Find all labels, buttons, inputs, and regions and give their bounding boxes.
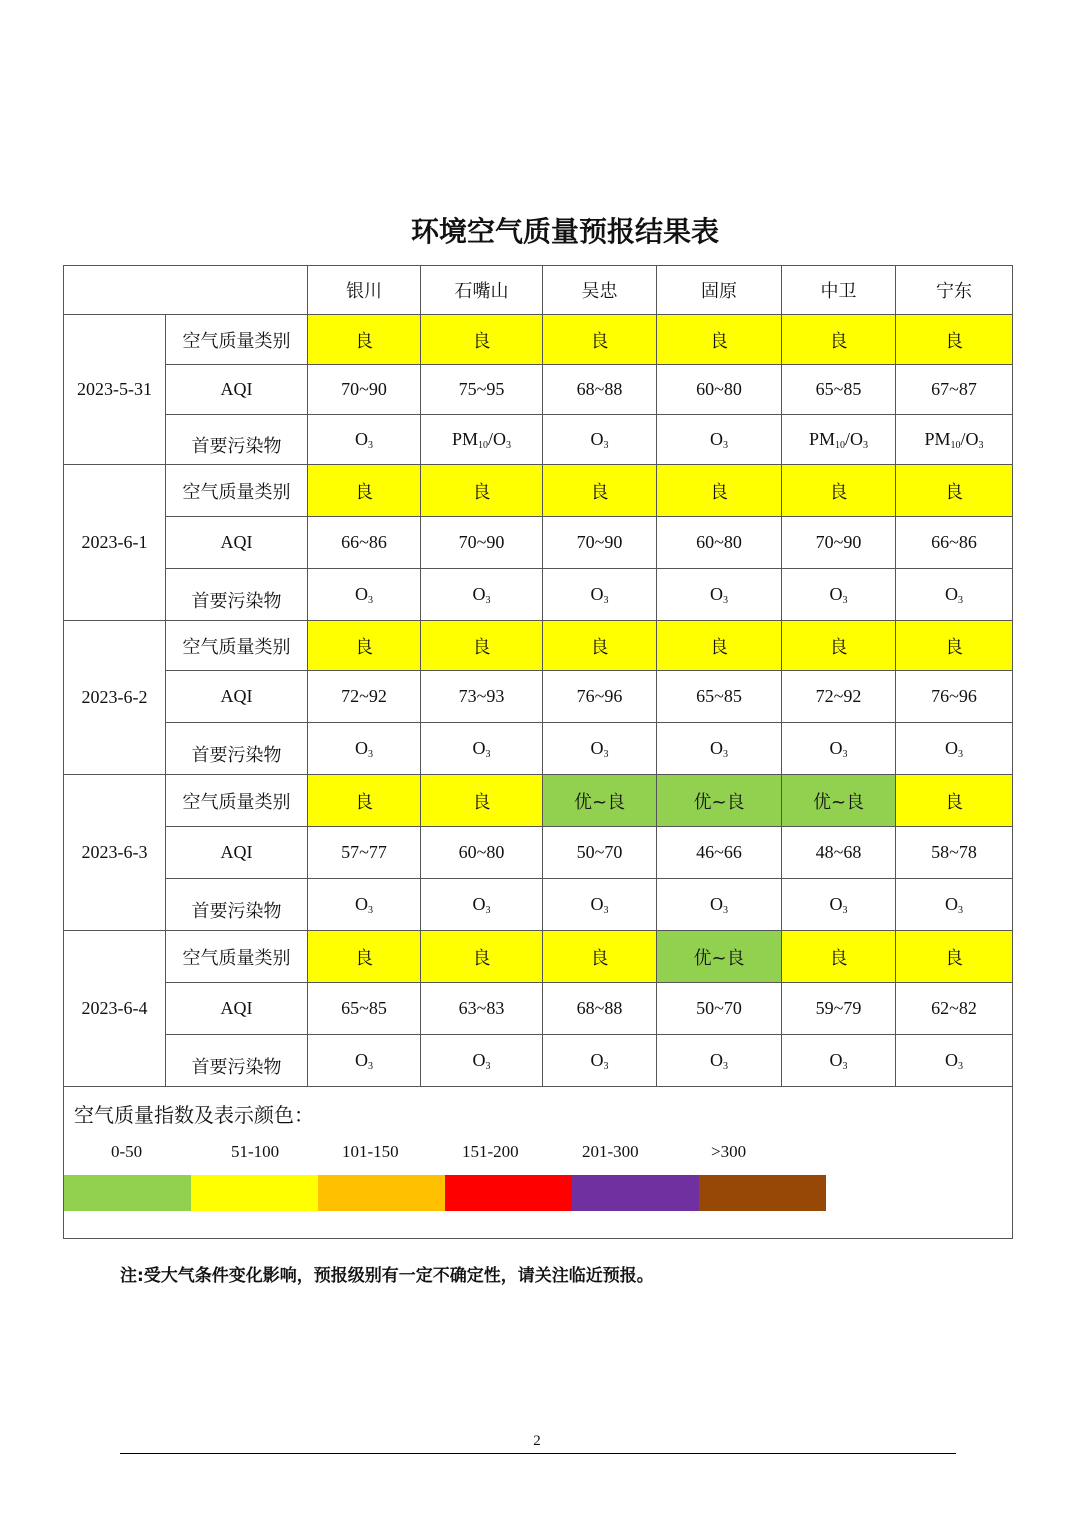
pollutant-subscript: 3: [958, 749, 963, 760]
pollutant-subscript: 3: [863, 440, 868, 451]
aqi-row: [64, 827, 1013, 879]
grade-cell: 良: [308, 315, 421, 365]
aqi-cell: 72~92: [782, 671, 896, 723]
pollutant-base: O: [829, 1050, 843, 1070]
aqi-cell: 70~90: [782, 517, 896, 569]
pollutant-subscript: 3: [368, 595, 373, 606]
aqi-cell: 65~85: [657, 671, 782, 723]
legend-color-swatch: [445, 1175, 572, 1211]
grade-cell: 良: [308, 621, 421, 671]
pollutant-cell: [421, 879, 543, 931]
legend-range-label: 151-200: [462, 1142, 519, 1161]
pollutant-cell: [421, 415, 543, 465]
pollutant-subscript: 3: [368, 1061, 373, 1072]
aqi-cell: 59~79: [782, 983, 896, 1035]
pollutant-cell: [543, 569, 657, 621]
aqi-cell: 73~93: [421, 671, 543, 723]
pollutant-subscript: 3: [723, 440, 728, 451]
legend-color-swatch: [191, 1175, 318, 1211]
aqi-cell: 50~70: [543, 827, 657, 879]
grade-cell: 良: [421, 775, 543, 827]
pollutant-subscript: 3: [603, 1061, 609, 1072]
aqi-cell: 70~90: [543, 517, 657, 569]
pollutant-tail: /O: [845, 429, 863, 449]
pollutant-cell: [308, 569, 421, 621]
forecast-table: [63, 265, 1013, 1239]
pollutant-cell: [896, 879, 1013, 931]
pollutant-base: O: [590, 894, 604, 914]
city-header: 中卫: [782, 266, 896, 315]
aqi-cell: 76~96: [543, 671, 657, 723]
pollutant-subscript: 3: [506, 440, 511, 451]
grade-cell: 良: [896, 315, 1013, 365]
pollutant-subscript: 3: [368, 749, 373, 760]
pollutant-subscript: 3: [958, 1061, 963, 1072]
pollutant-cell: [308, 723, 421, 775]
pollutant-base: O: [945, 894, 958, 914]
pollutant-subscript: 3: [485, 905, 491, 916]
row-label-aqi: AQI: [166, 983, 308, 1035]
aqi-row: [64, 517, 1013, 569]
aqi-cell: 66~86: [308, 517, 421, 569]
pollutant-subscript: 3: [603, 595, 609, 606]
grade-cell: 优~良: [782, 775, 896, 827]
grade-cell: 良: [308, 775, 421, 827]
city-header: 固原: [657, 266, 782, 315]
grade-row: [64, 931, 1013, 983]
grade-cell: 良: [543, 465, 657, 517]
grade-cell: 良: [421, 315, 543, 365]
aqi-cell: 66~86: [896, 517, 1013, 569]
legend-range-label: 0-50: [111, 1142, 143, 1161]
grade-cell: 良: [543, 931, 657, 983]
grade-cell: 良: [543, 315, 657, 365]
aqi-row: [64, 983, 1013, 1035]
grade-row: [64, 775, 1013, 827]
legend-range-label: 201-300: [582, 1142, 639, 1161]
pollutant-cell: [896, 1035, 1013, 1087]
grade-cell: 良: [543, 621, 657, 671]
legend-row: [64, 1087, 1013, 1239]
grade-cell: 良: [782, 931, 896, 983]
legend-range-label: 51-100: [231, 1142, 280, 1161]
pollutant-cell: [657, 723, 782, 775]
pollutant-base: PM: [451, 429, 478, 449]
pollutant-base: O: [590, 584, 604, 604]
pollutant-cell: [896, 415, 1013, 465]
aqi-cell: 60~80: [421, 827, 543, 879]
pollutant-base: O: [590, 429, 604, 449]
pollutant-row: [64, 723, 1013, 775]
pollutant-subscript: 3: [958, 905, 963, 916]
legend-range-label: >300: [711, 1142, 747, 1161]
pollutant-subscript: 3: [723, 595, 728, 606]
grade-row: [64, 315, 1013, 365]
pollutant-cell: [421, 1035, 543, 1087]
header-corner: [64, 266, 308, 315]
city-header: 银川: [308, 266, 421, 315]
grade-cell: 良: [657, 465, 782, 517]
pollutant-base: O: [710, 584, 723, 604]
row-label-aqi: AQI: [166, 365, 308, 415]
row-label-pollutant: 首要污染物: [166, 1035, 308, 1087]
pollutant-cell: [782, 415, 896, 465]
pollutant-cell: [308, 1035, 421, 1087]
pollutant-subscript: 3: [368, 440, 373, 451]
row-label-pollutant: 首要污染物: [166, 879, 308, 931]
aqi-row: [64, 365, 1013, 415]
row-label-pollutant: 首要污染物: [166, 723, 308, 775]
aqi-cell: 62~82: [896, 983, 1013, 1035]
pollutant-base: O: [472, 1050, 486, 1070]
aqi-color-legend: [64, 1087, 1013, 1239]
pollutant-base: PM: [924, 429, 951, 449]
grade-cell: 优~良: [543, 775, 657, 827]
row-label-grade: 空气质量类别: [166, 621, 308, 671]
pollutant-subscript: 3: [603, 749, 609, 760]
aqi-cell: 75~95: [421, 365, 543, 415]
legend-labels: [64, 1142, 884, 1166]
pollutant-subscript: 3: [958, 595, 963, 606]
aqi-cell: 68~88: [543, 365, 657, 415]
grade-cell: 良: [421, 465, 543, 517]
forecast-date: 2023-6-3: [64, 775, 166, 931]
footer-divider: [120, 1453, 956, 1454]
pollutant-base: O: [472, 894, 486, 914]
grade-cell: 良: [896, 775, 1013, 827]
grade-cell: 良: [896, 465, 1013, 517]
pollutant-cell: [782, 1035, 896, 1087]
aqi-cell: 70~90: [308, 365, 421, 415]
pollutant-cell: [308, 415, 421, 465]
pollutant-base: O: [945, 1050, 958, 1070]
pollutant-cell: [657, 415, 782, 465]
pollutant-cell: [421, 569, 543, 621]
pollutant-cell: [782, 723, 896, 775]
grade-cell: 良: [896, 931, 1013, 983]
city-header: 宁东: [896, 266, 1013, 315]
legend-color-swatch: [572, 1175, 699, 1211]
pollutant-subscript: 3: [842, 1061, 848, 1072]
row-label-grade: 空气质量类别: [166, 931, 308, 983]
row-label-grade: 空气质量类别: [166, 775, 308, 827]
pollutant-row: [64, 569, 1013, 621]
pollutant-subscript: 3: [723, 905, 728, 916]
pollutant-tail: /O: [960, 429, 979, 449]
pollutant-base: O: [355, 738, 368, 758]
legend-color-swatch: [699, 1175, 826, 1211]
pollutant-cell: [782, 879, 896, 931]
aqi-row: [64, 671, 1013, 723]
pollutant-base: O: [590, 738, 604, 758]
pollutant-subscript: 3: [485, 595, 491, 606]
pollutant-base: O: [710, 429, 723, 449]
pollutant-cell: [657, 879, 782, 931]
legend-color-bar: [64, 1175, 824, 1211]
pollutant-subscript: 3: [842, 595, 848, 606]
pollutant-subscript: 3: [368, 905, 373, 916]
pollutant-cell: [896, 569, 1013, 621]
grade-cell: 良: [421, 621, 543, 671]
pollutant-cell: [308, 879, 421, 931]
pollutant-cell: [543, 415, 657, 465]
row-label-grade: 空气质量类别: [166, 465, 308, 517]
aqi-cell: 67~87: [896, 365, 1013, 415]
pollutant-subscript: 10: [950, 440, 961, 451]
legend-color-swatch: [318, 1175, 445, 1211]
pollutant-subscript: 3: [603, 440, 609, 451]
legend-title: 空气质量指数及表示颜色：: [74, 1103, 314, 1127]
pollutant-base: O: [590, 1050, 604, 1070]
pollutant-base: O: [945, 584, 958, 604]
pollutant-base: O: [355, 584, 368, 604]
pollutant-base: O: [472, 738, 486, 758]
grade-cell: 良: [782, 315, 896, 365]
grade-cell: 优~良: [657, 775, 782, 827]
forecast-date: 2023-6-2: [64, 621, 166, 775]
pollutant-subscript: 3: [978, 440, 984, 451]
grade-cell: 优~良: [657, 931, 782, 983]
aqi-cell: 58~78: [896, 827, 1013, 879]
pollutant-subscript: 10: [835, 440, 845, 451]
pollutant-cell: [657, 569, 782, 621]
pollutant-subscript: 3: [723, 749, 728, 760]
row-label-grade: 空气质量类别: [166, 315, 308, 365]
grade-row: [64, 465, 1013, 517]
pollutant-base: O: [710, 894, 723, 914]
pollutant-base: O: [945, 738, 958, 758]
pollutant-cell: [543, 879, 657, 931]
pollutant-base: O: [355, 894, 368, 914]
pollutant-subscript: 3: [842, 749, 848, 760]
pollutant-subscript: 3: [723, 1061, 728, 1072]
pollutant-tail: /O: [488, 429, 506, 449]
pollutant-subscript: 10: [478, 440, 488, 451]
pollutant-cell: [896, 723, 1013, 775]
pollutant-cell: [421, 723, 543, 775]
forecast-date: 2023-6-1: [64, 465, 166, 621]
pollutant-base: O: [829, 738, 843, 758]
aqi-cell: 50~70: [657, 983, 782, 1035]
pollutant-base: O: [710, 1050, 723, 1070]
pollutant-base: O: [829, 894, 843, 914]
grade-cell: 良: [657, 315, 782, 365]
pollutant-base: O: [829, 584, 843, 604]
aqi-cell: 65~85: [782, 365, 896, 415]
aqi-cell: 63~83: [421, 983, 543, 1035]
aqi-cell: 68~88: [543, 983, 657, 1035]
pollutant-row: [64, 415, 1013, 465]
row-label-aqi: AQI: [166, 671, 308, 723]
grade-row: [64, 621, 1013, 671]
pollutant-subscript: 3: [485, 1061, 491, 1072]
grade-cell: 良: [896, 621, 1013, 671]
forecast-note: 注:受大气条件变化影响，预报级别有一定不确定性，请关注临近预报。: [120, 1266, 654, 1286]
forecast-date: 2023-5-31: [64, 315, 166, 465]
city-header: 吴忠: [543, 266, 657, 315]
row-label-aqi: AQI: [166, 827, 308, 879]
grade-cell: 良: [782, 621, 896, 671]
pollutant-cell: [782, 569, 896, 621]
row-label-pollutant: 首要污染物: [166, 415, 308, 465]
pollutant-row: [64, 1035, 1013, 1087]
legend-range-label: 101-150: [342, 1142, 399, 1161]
pollutant-base: O: [355, 429, 368, 449]
pollutant-subscript: 3: [842, 905, 848, 916]
page-number: 2: [533, 1433, 541, 1449]
pollutant-cell: [657, 1035, 782, 1087]
city-header: 石嘴山: [421, 266, 543, 315]
aqi-cell: 70~90: [421, 517, 543, 569]
pollutant-cell: [543, 723, 657, 775]
aqi-cell: 72~92: [308, 671, 421, 723]
pollutant-base: O: [710, 738, 723, 758]
page-title: 环境空气质量预报结果表: [410, 215, 719, 248]
row-label-pollutant: 首要污染物: [166, 569, 308, 621]
pollutant-subscript: 3: [485, 749, 491, 760]
grade-cell: 良: [782, 465, 896, 517]
aqi-cell: 76~96: [896, 671, 1013, 723]
aqi-cell: 57~77: [308, 827, 421, 879]
aqi-cell: 46~66: [657, 827, 782, 879]
grade-cell: 良: [308, 931, 421, 983]
pollutant-base: PM: [808, 429, 835, 449]
pollutant-base: O: [355, 1050, 368, 1070]
pollutant-cell: [543, 1035, 657, 1087]
pollutant-base: O: [472, 584, 486, 604]
aqi-cell: 65~85: [308, 983, 421, 1035]
forecast-date: 2023-6-4: [64, 931, 166, 1087]
grade-cell: 良: [657, 621, 782, 671]
row-label-aqi: AQI: [166, 517, 308, 569]
pollutant-row: [64, 879, 1013, 931]
legend-color-swatch: [64, 1175, 191, 1211]
pollutant-subscript: 3: [603, 905, 609, 916]
aqi-cell: 60~80: [657, 517, 782, 569]
aqi-cell: 60~80: [657, 365, 782, 415]
grade-cell: 良: [308, 465, 421, 517]
header-row: [64, 266, 1013, 315]
grade-cell: 良: [421, 931, 543, 983]
aqi-cell: 48~68: [782, 827, 896, 879]
